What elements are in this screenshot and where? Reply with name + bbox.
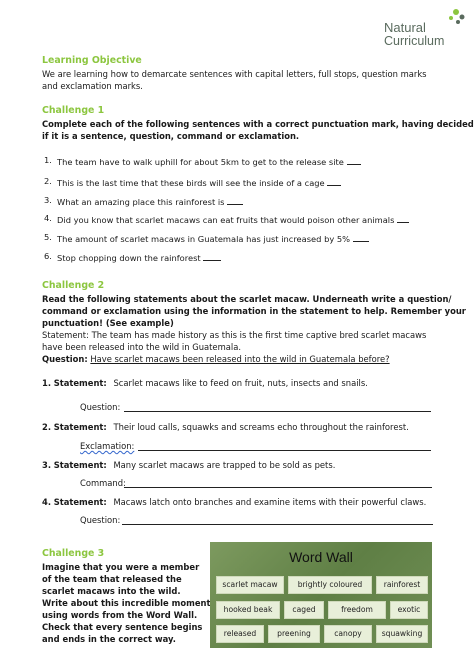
statement-text: Scarlet macaws like to feed on fruit, nuts, insects and snails. — [113, 378, 368, 388]
challenge2-statement — [42, 422, 409, 432]
example-statement-line2: have been released into the wild in Guatemala. — [42, 342, 241, 352]
statement-label: Statement: — [53, 422, 107, 432]
answer-blank[interactable] — [203, 251, 221, 261]
challenge2-instruction-line3: punctuation! (See example) — [42, 318, 174, 328]
statement-number: 1. — [42, 378, 52, 388]
example-question-label: Question: — [42, 354, 88, 364]
challenge2-statement — [42, 497, 426, 507]
challenge1-item — [44, 251, 221, 263]
answer-label: Command: — [80, 478, 126, 488]
statement-number: 3. — [42, 460, 52, 470]
challenge3-line: of the team that released the — [42, 574, 182, 584]
item-number: 2. — [44, 176, 52, 186]
learning-objective-heading: Learning Objective — [42, 55, 142, 66]
example-statement-text: The team has made history as this is the first time captive bred scarlet macaws — [91, 330, 427, 340]
challenge3-line: Write about this incredible moment — [42, 598, 211, 608]
statement-number: 2. — [42, 422, 52, 432]
answer-label-text: Exclamation: — [80, 441, 135, 451]
statement-label: Statement: — [53, 497, 107, 507]
item-text: What an amazing place this rainforest is — [57, 197, 225, 207]
answer-blank[interactable] — [353, 232, 369, 242]
learning-objective-line1: We are learning how to demarcate sentences with capital letters, full stops, question marks — [42, 69, 427, 79]
answer-blank[interactable] — [227, 195, 243, 205]
word-tile: released — [216, 625, 264, 643]
learning-objective-line2: and exclamation marks. — [42, 81, 143, 91]
word-tile: brightly coloured — [288, 576, 372, 594]
challenge1-item — [44, 176, 341, 188]
item-text: Stop chopping down the rainforest — [57, 253, 201, 263]
word-tile: scarlet macaw — [216, 576, 284, 594]
challenge3-line: scarlet macaws into the wild. — [42, 586, 181, 596]
word-tile: caged — [284, 601, 324, 619]
item-number: 1. — [44, 155, 52, 165]
answer-line[interactable] — [124, 411, 431, 412]
word-tile: rainforest — [376, 576, 428, 594]
challenge1-item — [44, 213, 409, 225]
example-statement-label: Statement: — [42, 330, 89, 340]
answer-line[interactable] — [138, 450, 431, 451]
challenge3-line: Imagine that you were a member — [42, 562, 200, 572]
challenge2-heading: Challenge 2 — [42, 280, 105, 291]
challenge3-line: and ends in the correct way. — [42, 634, 176, 644]
challenge1-item — [44, 232, 369, 244]
statement-text: Many scarlet macaws are trapped to be sold as pets. — [113, 460, 336, 470]
word-tile: exotic — [390, 601, 428, 619]
challenge1-item — [44, 195, 243, 207]
natural-curriculum-logo — [376, 6, 466, 48]
challenge3-heading: Challenge 3 — [42, 548, 105, 559]
logo-line1: Natural — [384, 20, 426, 35]
challenge2-instruction-line1: Read the following statements about the scarlet macaw. Underneath write a question/ — [42, 294, 452, 304]
statement-label: Statement: — [53, 460, 107, 470]
challenge1-instruction-line2: if it is a sentence, question, command or exclamation. — [42, 131, 300, 141]
answer-line[interactable] — [122, 524, 433, 525]
item-text: The amount of scarlet macaws in Guatemala has just increased by 5% — [57, 234, 351, 244]
statement-text: Macaws latch onto branches and examine items with their powerful claws. — [113, 497, 427, 507]
item-text: Did you know that scarlet macaws can eat fruits that would poison other animals — [57, 215, 395, 225]
challenge1-instruction-line1: Complete each of the following sentences with a correct punctuation mark, having decided — [42, 119, 474, 129]
item-text: The team have to walk uphill for about 5km to get to the release site — [57, 157, 344, 167]
answer-blank[interactable] — [347, 155, 361, 165]
word-tile: canopy — [324, 625, 372, 643]
statement-number: 4. — [42, 497, 52, 507]
item-number: 3. — [44, 195, 52, 205]
challenge1-heading: Challenge 1 — [42, 105, 105, 116]
statement-text: Their loud calls, squawks and screams echo throughout the rainforest. — [113, 422, 409, 432]
word-tile: preening — [268, 625, 320, 643]
item-text: This is the last time that these birds will see the inside of a cage — [57, 178, 325, 188]
challenge3-line: using words from the Word Wall. — [42, 610, 198, 620]
answer-line[interactable] — [124, 487, 432, 488]
answer-label — [80, 441, 134, 451]
example-statement — [42, 329, 426, 341]
example-question-text: Have scarlet macaws been released into the wild in Guatemala before? — [90, 354, 390, 364]
statement-label: Statement: — [53, 378, 107, 388]
item-number: 4. — [44, 213, 52, 223]
example-question — [42, 353, 390, 365]
logo-line2: Curriculum — [384, 34, 445, 48]
answer-blank[interactable] — [327, 176, 341, 186]
word-wall — [210, 542, 432, 648]
answer-label: Question: — [80, 402, 121, 412]
answer-blank[interactable] — [397, 213, 409, 223]
word-tile: hooked beak — [216, 601, 280, 619]
challenge2-statement — [42, 378, 368, 388]
challenge2-statement — [42, 460, 335, 470]
challenge2-instruction-line2: command or exclamation using the information in the statement to help. Remember your — [42, 306, 466, 316]
word-tile: freedom — [328, 601, 386, 619]
challenge3-line: Check that every sentence begins — [42, 622, 203, 632]
word-tile: squawking — [376, 625, 428, 643]
answer-label: Question: — [80, 515, 121, 525]
item-number: 6. — [44, 251, 52, 261]
item-number: 5. — [44, 232, 52, 242]
word-wall-title: Word Wall — [289, 549, 353, 565]
challenge1-item — [44, 155, 361, 167]
